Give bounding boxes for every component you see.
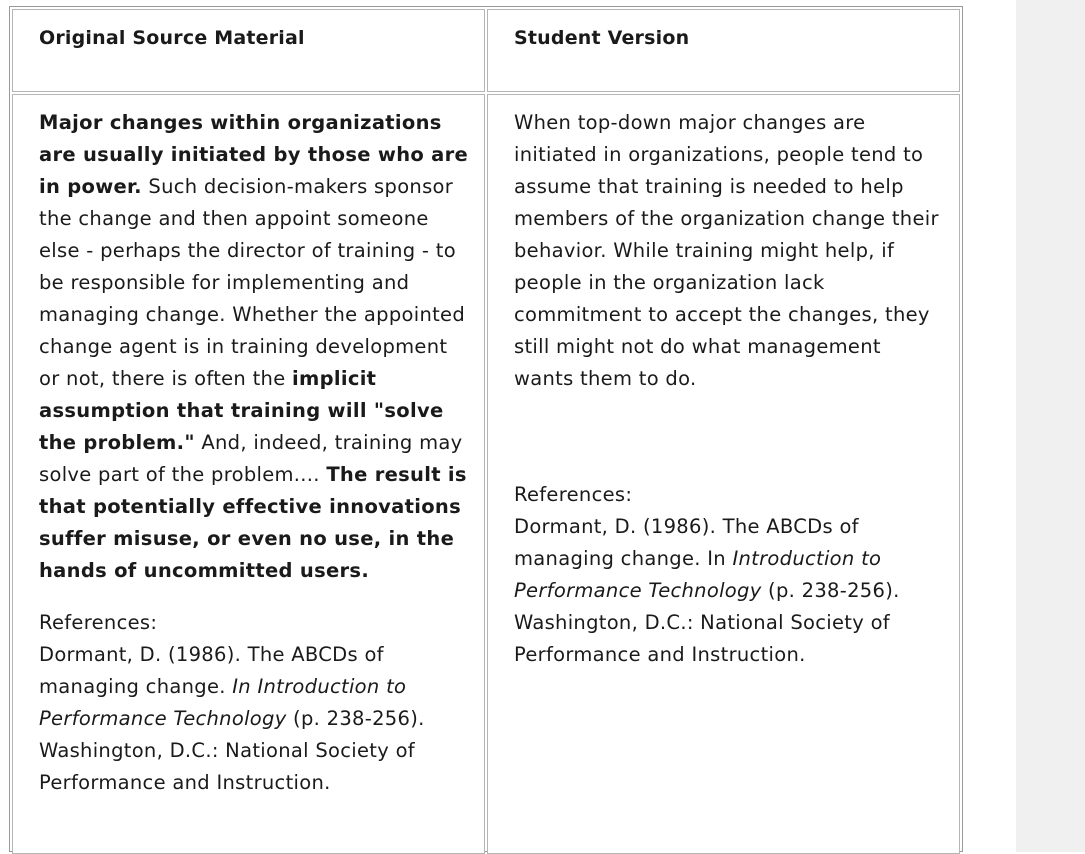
- student-citation-post: (p. 238-256). Washington, D.C.: National Society of Performance and Instruction.: [514, 579, 900, 666]
- original-text-1: Such decision-makers sponsor the change and then appoint someone else - perhaps the director of training - to be responsible for implementing and managing change. Whether the appointed change agent is in training development or not, there is often the: [39, 175, 466, 390]
- original-citation-title: In Introduction to Performance Technology: [39, 675, 407, 730]
- comparison-table: [9, 6, 963, 852]
- original-bold-1: Major changes within organizations are usually initiated by those who are in power.: [39, 111, 469, 198]
- right-margin-panel: [1016, 0, 1085, 852]
- student-citation: [514, 511, 944, 671]
- original-citation: [39, 639, 469, 799]
- spacer: [514, 395, 944, 479]
- student-version-cell: [487, 94, 960, 854]
- original-bold-2: implicit assumption that training will "solve the problem.": [39, 367, 444, 454]
- student-citation-pre: Dormant, D. (1986). The ABCDs of managing change. In: [514, 515, 859, 570]
- header-cell-student: [487, 9, 960, 92]
- original-source-text: [39, 107, 469, 799]
- original-references-label: References:: [39, 611, 158, 634]
- original-text-2: And, indeed, training may solve part of the problem....: [39, 431, 463, 486]
- student-passage: When top-down major changes are initiated in organizations, people tend to assume that training is needed to help members of the organization change their behavior. While training might help, if people in the organization lack commitment to accept the changes, they still might not do what management wants them to do.: [514, 111, 939, 390]
- original-source-heading: Original Source Material: [39, 27, 305, 49]
- original-bold-3: The result is that potentially effective innovations suffer misuse, or even no use, in the hands of uncommitted users.: [39, 463, 467, 582]
- original-source-cell: [12, 94, 485, 854]
- original-citation-pre: Dormant, D. (1986). The ABCDs of managing change.: [39, 643, 384, 698]
- student-version-text: [514, 107, 944, 671]
- student-version-heading: Student Version: [514, 27, 690, 49]
- student-references-label: References:: [514, 483, 633, 506]
- spacer: [39, 587, 469, 607]
- header-cell-original: [12, 9, 485, 92]
- original-citation-post: (p. 238-256). Washington, D.C.: National Society of Performance and Instruction.: [39, 707, 425, 794]
- student-citation-title: Introduction to Performance Technology: [514, 547, 882, 602]
- original-passage: [39, 107, 469, 587]
